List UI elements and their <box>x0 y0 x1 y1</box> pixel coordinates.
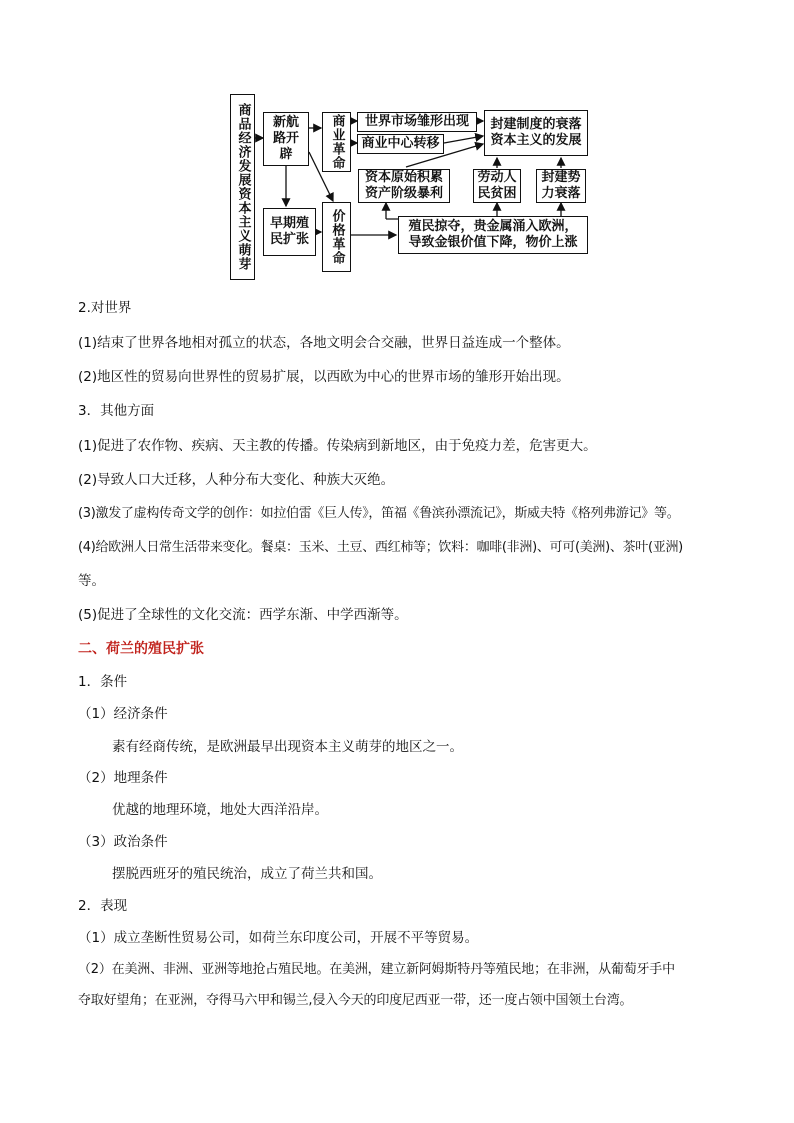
subheading: （3）政治条件 <box>78 834 168 850</box>
node-feudal-weakening: 封建势力衰落 <box>536 169 586 203</box>
flow-diagram <box>228 92 592 284</box>
node-plunder: 殖民掠夺，贵金属涌入欧洲，导致金银价值下降，物价上涨 <box>398 216 588 254</box>
node-price-revolution: 价格革命 <box>322 202 351 272</box>
node-feudal-decline: 封建制度的衰落资本主义的发展 <box>484 110 588 156</box>
paragraph: (2)地区性的贸易向世界性的贸易扩展，以西欧为中心的世界市场的雏形开始出现。 <box>78 369 570 385</box>
node-root: 商品经济发展资本主义萌芽 <box>230 94 255 280</box>
heading-other: 3．其他方面 <box>78 403 155 419</box>
section-heading: 二、荷兰的殖民扩张 <box>78 641 204 657</box>
subheading: （2）地理条件 <box>78 770 168 786</box>
node-capital-accumulation: 资本原始积累资产阶级暴利 <box>358 169 450 203</box>
node-center-shift: 商业中心转移 <box>357 134 444 154</box>
paragraph-continued: 等。 <box>78 573 105 589</box>
paragraph: （2）在美洲、非洲、亚洲等地抢占殖民地。在美洲，建立新阿姆斯特丹等殖民地；在非洲，从葡萄牙手中 <box>78 962 675 977</box>
subheading-conditions: 1．条件 <box>78 674 128 690</box>
node-new-route: 新航路开辟 <box>263 112 309 166</box>
paragraph: (4)给欧洲人日常生活带来变化。餐桌：玉米、土豆、西红柿等；饮料：咖啡(非洲)、可可(美洲)、茶叶(亚洲) <box>78 540 683 555</box>
heading-world: 2.对世界 <box>78 300 132 316</box>
paragraph: (1)结束了世界各地相对孤立的状态，各地文明会合交融，世界日益连成一个整体。 <box>78 335 570 351</box>
node-world-market: 世界市场雏形出现 <box>357 112 477 132</box>
node-commerce-revolution: 商业革命 <box>322 112 351 172</box>
paragraph: 素有经商传统，是欧洲最早出现资本主义萌芽的地区之一。 <box>112 739 463 755</box>
node-colonial: 早期殖民扩张 <box>263 208 316 256</box>
paragraph: 摆脱西班牙的殖民统治，成立了荷兰共和国。 <box>112 866 382 882</box>
paragraph-continued: 夺取好望角；在亚洲，夺得马六甲和锡兰,侵入今天的印度尼西亚一带，还一度占领中国领土台湾。 <box>78 993 633 1008</box>
subheading-performance: 2．表现 <box>78 898 128 914</box>
paragraph: (5)促进了全球性的文化交流：西学东渐、中学西渐等。 <box>78 607 408 623</box>
paragraph: (1)促进了农作物、疾病、天主教的传播。传染病到新地区，由于免疫力差，危害更大。 <box>78 438 597 454</box>
node-labor-poverty: 劳动人民贫困 <box>473 169 521 203</box>
paragraph: (3)激发了虚构传奇文学的创作：如拉伯雷《巨人传》，笛福《鲁滨孙漂流记》，斯威夫特《格列弗游记》等。 <box>78 506 680 521</box>
paragraph: 优越的地理环境，地处大西洋沿岸。 <box>112 802 328 818</box>
paragraph: （1）成立垄断性贸易公司，如荷兰东印度公司，开展不平等贸易。 <box>78 930 479 946</box>
subheading: （1）经济条件 <box>78 706 168 722</box>
paragraph: (2)导致人口大迁移，人种分布大变化、种族大灭绝。 <box>78 472 395 488</box>
